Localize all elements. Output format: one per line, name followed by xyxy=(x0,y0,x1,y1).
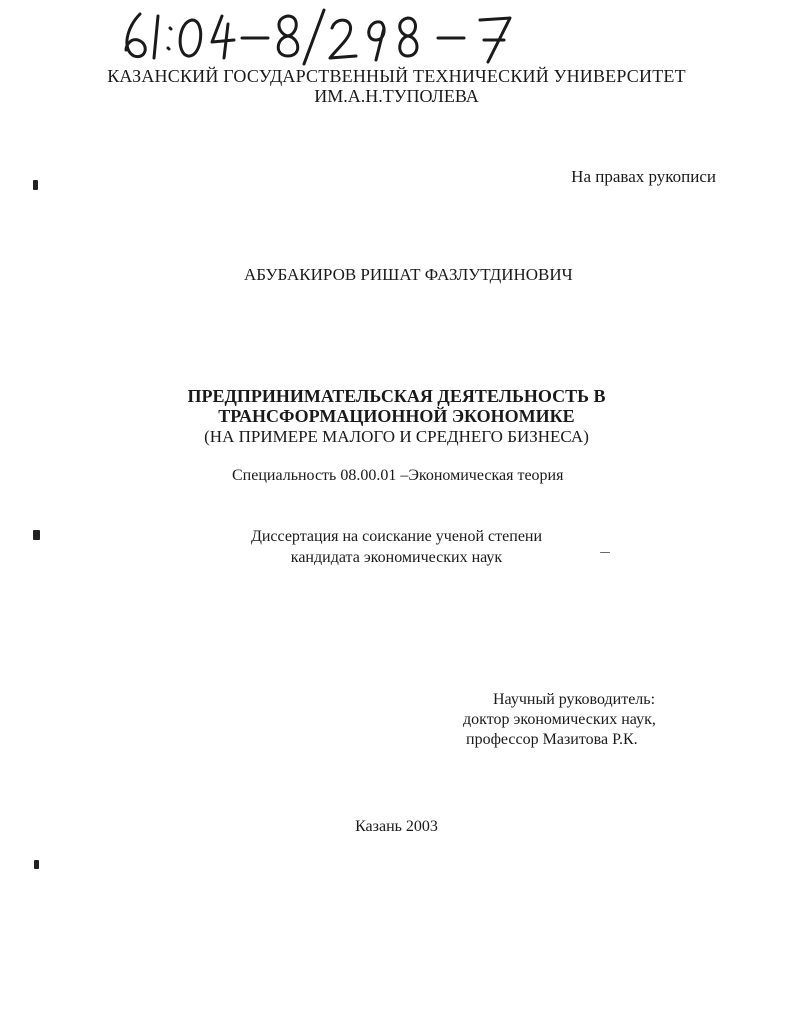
manuscript-rights-note: На правах рукописи xyxy=(571,167,716,186)
handwritten-archive-number xyxy=(118,6,518,66)
author-name: АБУБАКИРОВ РИШАТ ФАЗЛУТДИНОВИЧ xyxy=(244,265,573,284)
city-and-year: Казань 2003 xyxy=(355,818,438,835)
scan-mark xyxy=(33,530,40,540)
thesis-title-line-1: ПРЕДПРИНИМАТЕЛЬСКАЯ ДЕЯТЕЛЬНОСТЬ В xyxy=(187,386,606,406)
supervisor-name: профессор Мазитова Р.К. xyxy=(466,731,638,748)
scan-mark xyxy=(33,180,38,190)
thesis-subtitle: (НА ПРИМЕРЕ МАЛОГО И СРЕДНЕГО БИЗНЕСА) xyxy=(204,427,589,446)
supervisor-label: Научный руководитель: xyxy=(493,691,656,708)
archive-number-text: 61:04-8/298-7 xyxy=(118,6,124,7)
supervisor-degree: доктор экономических наук, xyxy=(463,711,656,728)
university-name: КАЗАНСКИЙ ГОСУДАРСТВЕННЫЙ ТЕХНИЧЕСКИЙ УНИВЕРСИТЕТ xyxy=(107,66,686,86)
degree-statement-line-2: кандидата экономических наук xyxy=(290,549,503,566)
specialty-line: Специальность 08.00.01 –Экономическая теория xyxy=(232,467,564,484)
scan-mark xyxy=(34,860,39,869)
scan-dash xyxy=(600,552,610,553)
degree-statement-line-1: Диссертация на соискание ученой степени xyxy=(250,528,543,545)
thesis-title-line-2: ТРАНСФОРМАЦИОННОЙ ЭКОНОМИКЕ xyxy=(218,406,575,426)
university-named-after: ИМ.А.Н.ТУПОЛЕВА xyxy=(314,86,479,106)
